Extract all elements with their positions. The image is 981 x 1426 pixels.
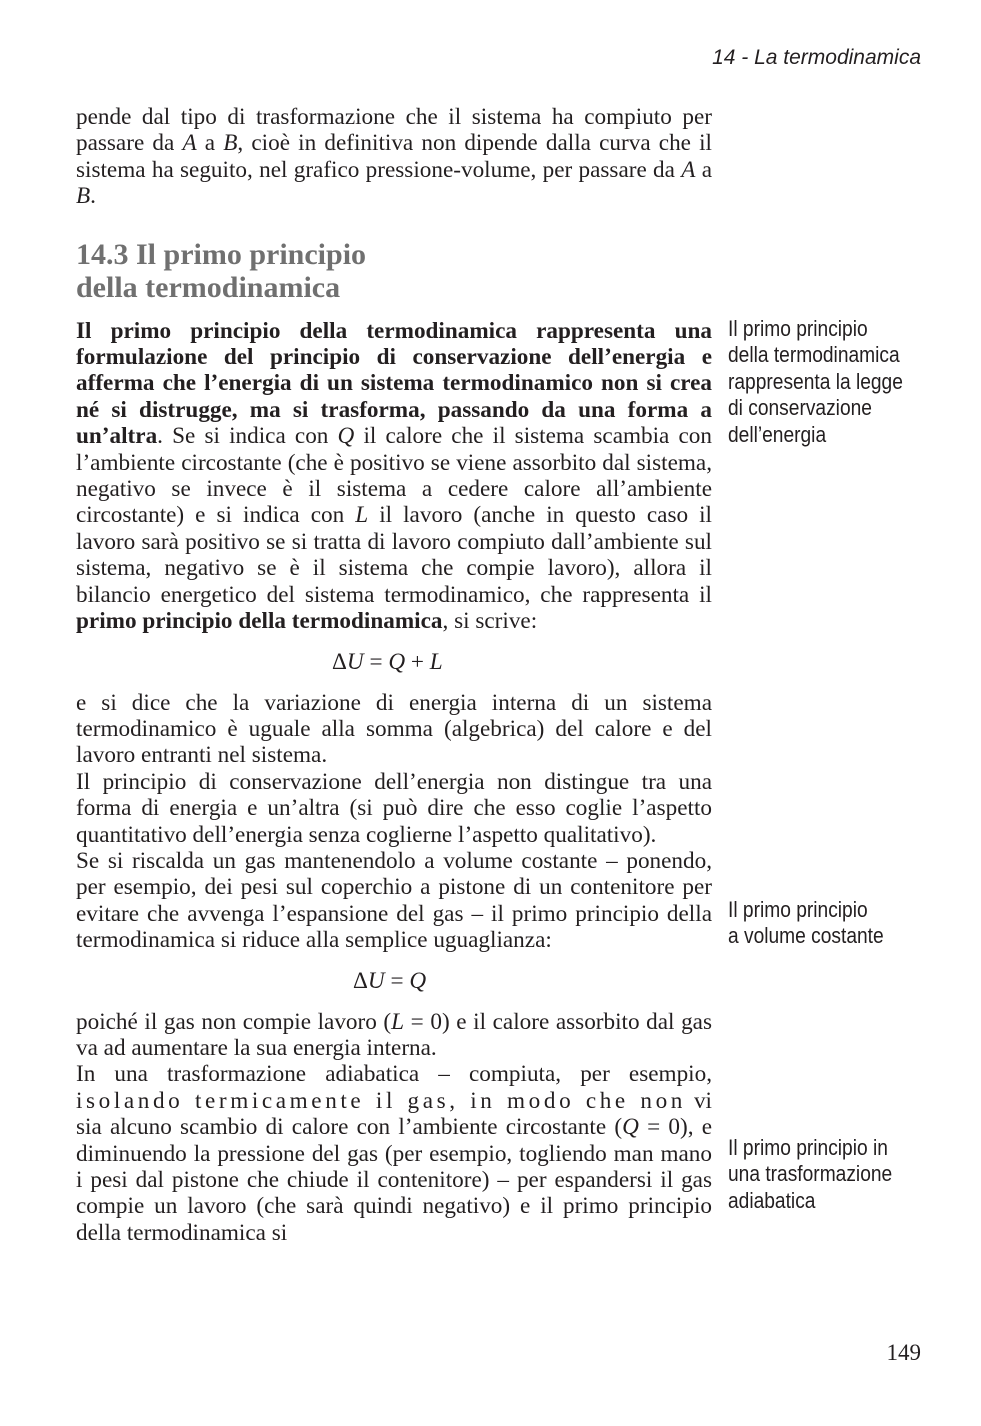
section-heading: 14.3 Il primo principio della termodinamica [76,237,367,304]
formula-constant-volume: ΔU = Q [353,967,427,994]
constant-volume-paragraph: Se si riscalda un gas mantenendolo a volume costante – ponendo, per esempio, dei pesi sul coperchio a pistone di un contenitore per evitare che avvenga l’espansione del gas – il primo principio della termodinamica si riduce alla semplice uguaglianza: [76,847,712,954]
adiabatic-paragraph: In una trasformazione adiabatica – compiuta, per esempio, isolando termicamente il gas, in modo che non vi sia alcuno scambio di calore con l’ambiente circostante (Q = 0), e diminuendo la pressione del gas (per esempio, togliendo man mano i pesi dal pistone che chiude il contenitore) – per espandersi il gas compie un lavoro (che sarà quindi negativo) e il primo principio della termodinamica si [76,1061,713,1246]
intro-paragraph: pende dal tipo di trasformazione che il sistema ha compiuto per passare da A a B, cioè in definitiva non dipende dalla curva che il sistema ha seguito, nel grafico pressione-volume, per passare da A a B. [76,104,712,210]
internal-energy-paragraph: e si dice che la variazione di energia interna di un sistema termodinamico è uguale alla somma (algebrica) del calore e del lavoro entranti nel sistema. [76,689,712,769]
formula-first-principle: ΔU = Q + L [332,648,443,675]
margin-note-adiabatic: Il primo principio in una trasformazione adiabatica [728,1135,893,1213]
margin-note-conservation: Il primo principio della termodinamica rappresenta la legge di conservazione dell’energia [728,316,903,447]
main-text-column [76,104,712,1246]
running-head: 14 - La termodinamica [712,46,921,69]
no-work-paragraph: poiché il gas non compie lavoro (L = 0) e il calore assorbito dal gas va ad aumentare la sua energia interna. [76,1008,713,1061]
margin-note-constant-volume: Il primo principio a volume costante [728,897,884,949]
page-number: 149 [886,1340,921,1365]
first-principle-paragraph: Il primo principio della termodinamica rappresenta una formulazione del principio di conservazione dell’energia e afferma che l’energia di un sistema termodinamico non si crea né si distrugge, ma si trasforma, passando da una forma a un’altra. Se si indica con Q il calore che il sistema scambia con l’ambiente circostante (che è positivo se viene assorbito dal sistema, negativo se invece è il sistema a cedere calore all’ambiente circostante) e si indica con L il lavoro (anche in questo caso il lavoro sarà positivo se si tratta di lavoro compiuto dall’ambiente sul sistema, negativo se è il sistema che compie lavoro), allora il bilancio energetico del sistema termodinamico, che rappresenta il primo principio della termodinamica, si scrive: [76,317,712,635]
conservation-paragraph: Il principio di conservazione dell’energia non distingue tra una forma di energia e un’altra (si può dire che esso coglie l’aspetto quantitativo dell’energia senza coglierne l’aspetto qualitativo). [76,768,712,848]
